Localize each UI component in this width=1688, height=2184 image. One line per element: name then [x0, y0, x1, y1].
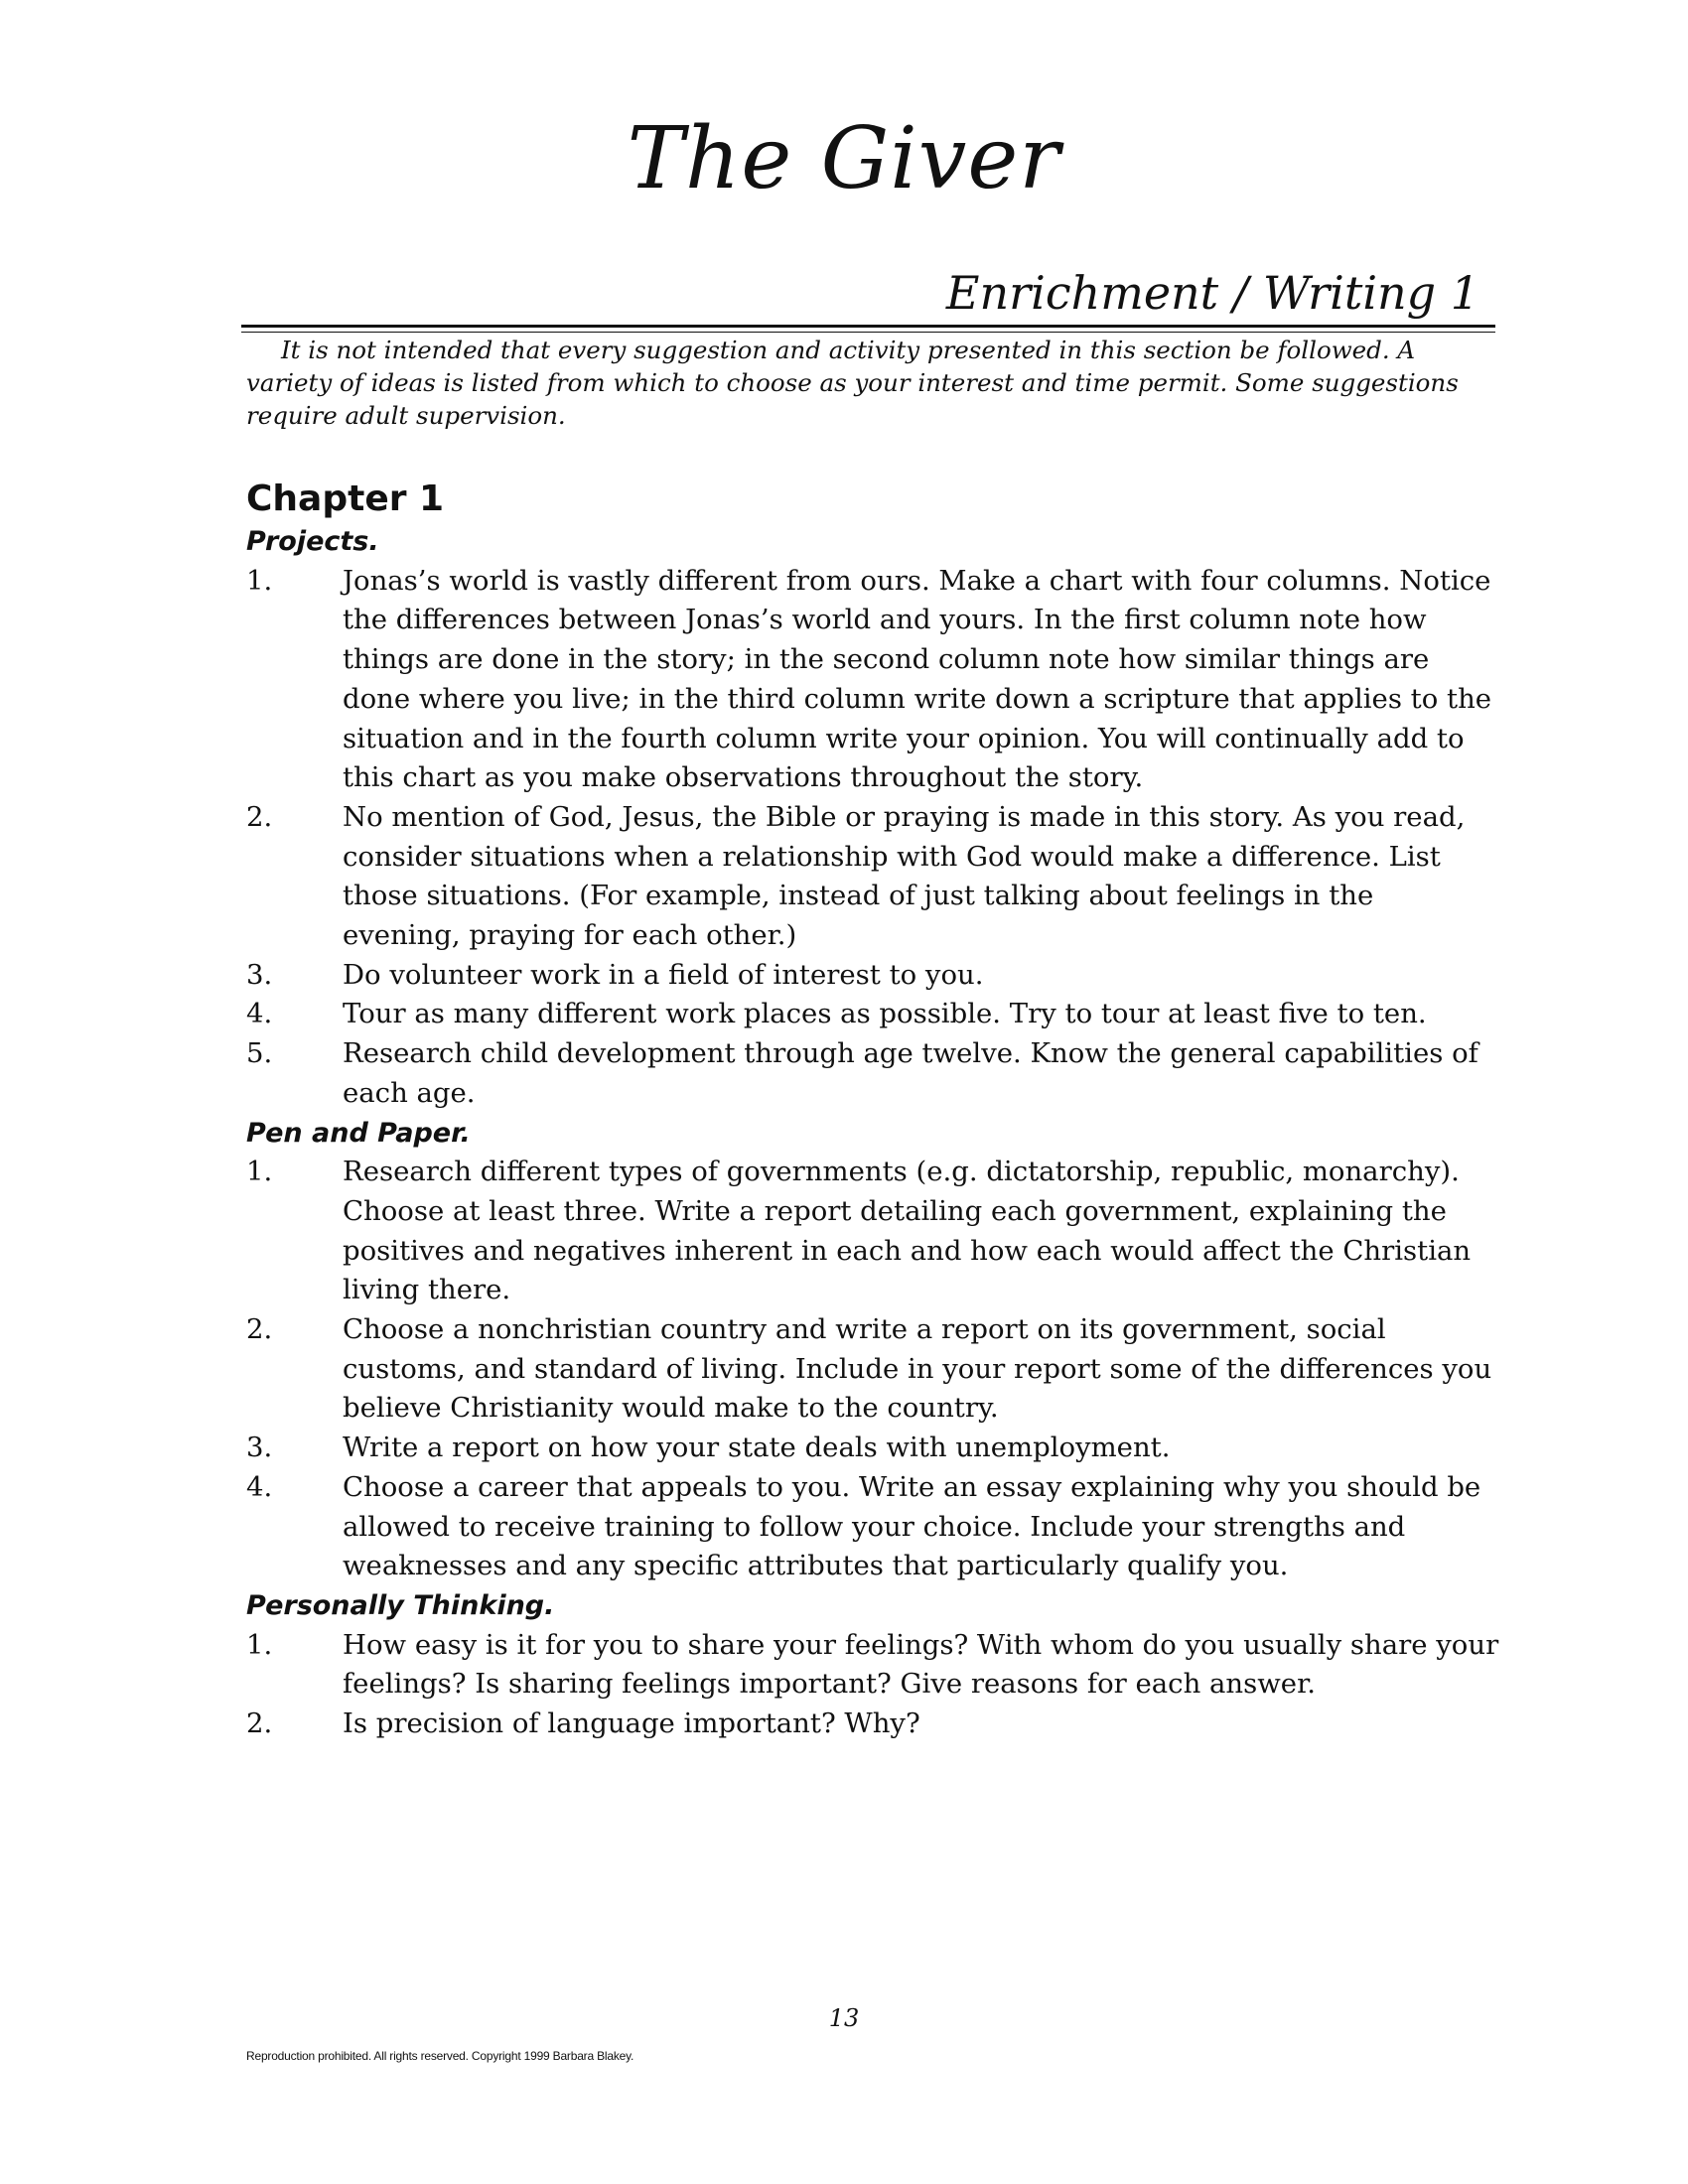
list-item — [246, 562, 1499, 798]
list-item — [246, 798, 1499, 956]
item-text: Choose a career that appeals to you. Write an essay explaining why you should be allowed to receive training to follow your choice. Include your strengths and weaknesses and any specific attributes that particularly qualify you. — [343, 1470, 1481, 1582]
item-text: Do volunteer work in a field of interest to you. — [343, 958, 984, 991]
item-number: 2. — [246, 1313, 273, 1346]
section-title: Enrichment / Writing 1 — [945, 266, 1479, 320]
item-number: 3. — [246, 1432, 273, 1464]
list-item — [246, 995, 1499, 1034]
personally-thinking-list — [246, 1626, 1499, 1744]
list-item — [246, 1310, 1499, 1429]
list-item — [246, 1468, 1499, 1586]
list-item — [246, 1153, 1499, 1310]
list-item — [246, 1626, 1499, 1705]
header-rule-thin — [241, 332, 1495, 333]
pen-and-paper-section — [246, 1114, 1499, 1586]
item-number: 3. — [246, 958, 273, 991]
projects-section — [246, 522, 1499, 1114]
item-number: 4. — [246, 998, 273, 1030]
item-number: 2. — [246, 800, 273, 833]
intro-paragraph: It is not intended that every suggestion and activity presented in this section be followed. A variety of ideas is listed from which to choose as your interest and time permit. Some suggestions require adult supervision. — [246, 336, 1459, 430]
chapter-content — [246, 477, 1499, 1744]
item-number: 1. — [246, 1156, 273, 1188]
item-text: Research different types of governments (e.g. dictatorship, republic, monarchy). Choose at least three. Write a report detailing each government, explaining the positives and negatives inherent in each and how each would affect the Christian living there. — [343, 1156, 1472, 1306]
pen-and-paper-list — [246, 1153, 1499, 1586]
projects-heading: Projects. — [246, 526, 379, 557]
document-title: The Giver — [627, 109, 1061, 208]
item-text: Choose a nonchristian country and write a report on its government, social customs, and standard of living. Include in your report some of the differences you believe Christianity would make to the country. — [343, 1313, 1492, 1425]
list-item — [246, 1705, 1499, 1744]
list-item — [246, 1429, 1499, 1468]
pen-and-paper-heading: Pen and Paper. — [246, 1117, 471, 1149]
header-rule-thick — [241, 325, 1495, 328]
personally-thinking-section — [246, 1586, 1499, 1744]
list-item — [246, 956, 1499, 996]
personally-thinking-heading: Personally Thinking. — [246, 1589, 555, 1621]
item-number: 5. — [246, 1037, 273, 1070]
item-text: Jonas’s world is vastly different from ours. Make a chart with four columns. Notice the differences between Jonas’s world and yours. In the first column note how things are done in the story; in the second column note how similar things are done where you live; in the third column write down a scripture that applies to the situation and in the fourth column write your opinion. You will continually add to this chart as you make observations throughout the story. — [343, 564, 1492, 794]
item-text: Research child development through age twelve. Know the general capabilities of each age. — [343, 1037, 1478, 1109]
page-number: 13 — [828, 2004, 860, 2032]
item-text: No mention of God, Jesus, the Bible or praying is made in this story. As you read, consider situations when a relationship with God would make a difference. List those situations. (For example, instead of just talking about feelings in the evening, praying for each other.) — [343, 800, 1466, 952]
item-number: 1. — [246, 1628, 273, 1661]
item-text: How easy is it for you to share your feelings? With whom do you usually share your feelings? Is sharing feelings important? Give reasons for each answer. — [343, 1628, 1499, 1701]
item-number: 4. — [246, 1470, 273, 1503]
item-text: Write a report on how your state deals with unemployment. — [343, 1432, 1171, 1464]
list-item — [246, 1034, 1499, 1113]
item-number: 1. — [246, 564, 273, 597]
item-text: Is precision of language important? Why? — [343, 1707, 920, 1740]
item-text: Tour as many different work places as possible. Try to tour at least five to ten. — [343, 998, 1427, 1030]
chapter-heading: Chapter 1 — [246, 478, 445, 519]
item-number: 2. — [246, 1707, 273, 1740]
projects-list — [246, 562, 1499, 1114]
copyright-footer: Reproduction prohibited. All rights reserved. Copyright 1999 Barbara Blakey. — [246, 2049, 634, 2063]
